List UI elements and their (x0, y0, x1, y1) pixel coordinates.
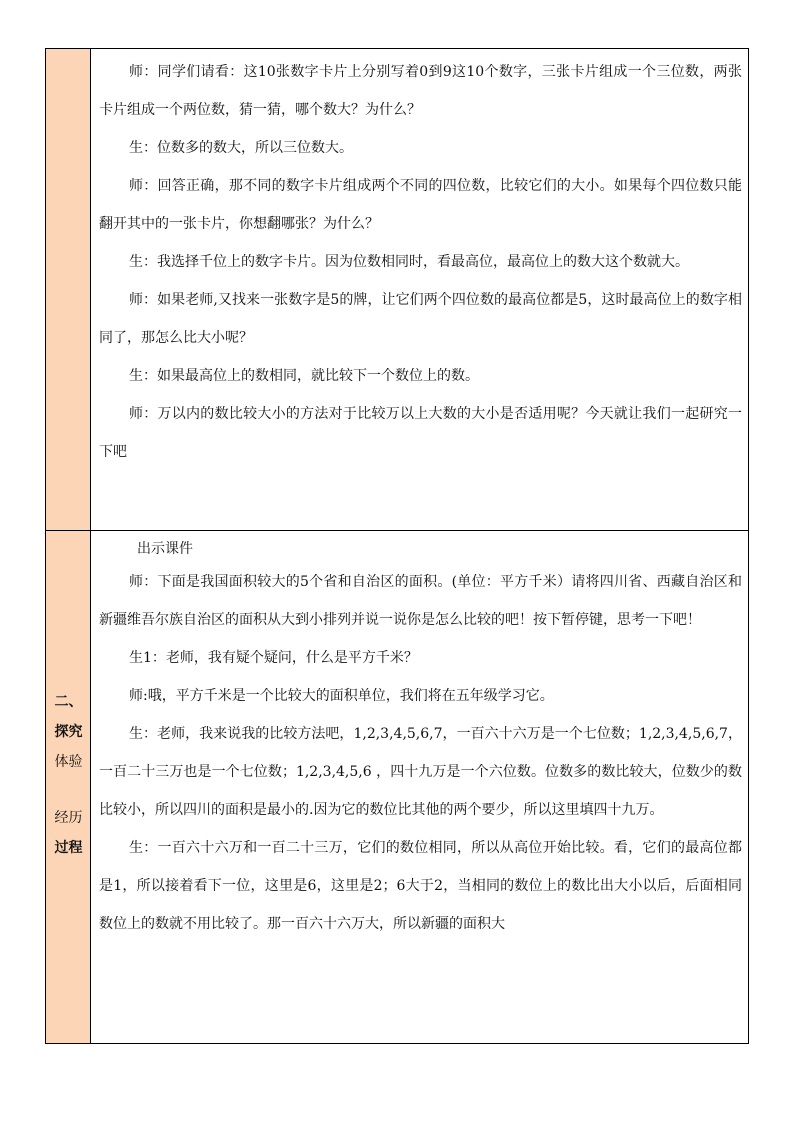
section-label-line: 经历 (54, 810, 83, 826)
dialogue-paragraph: 生：老师，我来说我的比较方法吧，1,2,3,4,5,6,7，一百六十六万是一个七位数；1,2,3,4,5,6,7，一百二十三万也是一个七位数；1,2,3,4,5,6 ，四十九万是一个六位数。位数多的数比较大，位数少的数比较小，所以四川的面积是最小的.因为它的数位比其他的两个要少，所以这里填四十九万。 (99, 726, 742, 818)
section-label-cell (46, 531, 91, 1043)
section-label-line: 体验 (54, 754, 83, 770)
dialogue-paragraph: 师：下面是我国面积较大的5个省和自治区的面积。(单位：平方千米）请将四川省、西藏自治区和新疆维吾尔族自治区的面积从大到小排列并说一说你是怎么比较的吧！按下暂停键，思考一下吧！ (99, 574, 742, 628)
dialogue-paragraph: 生：一百六十六万和一百二十三万，它们的数位相同，所以从高位开始比较。看，它们的最高位都是1，所以接着看下一位，这里是6，这里是2；6大于2，当相同的数位上的数比出大小以后，后面相同数位上的数就不用比较了。那一百六十六万大，所以新疆的面积大 (99, 840, 742, 932)
dialogue-paragraph: 生：位数多的数大，所以三位数大。 (129, 140, 353, 156)
section-label-line: 过程 (54, 840, 83, 856)
table-row-intro (45, 48, 749, 531)
dialogue-paragraph: 生：如果最高位上的数相同，就比较下一个数位上的数。 (129, 368, 479, 384)
label-cell (46, 49, 91, 530)
section-number: 二、 (54, 694, 83, 710)
dialogue-paragraph: 师：回答正确，那不同的数字卡片组成两个不同的四位数，比较它们的大小。如果每个四位数只能翻开其中的一张卡片，你想翻哪张？为什么？ (99, 178, 742, 232)
table-row-explore (45, 531, 749, 1044)
dialogue-paragraph: 师：万以内的数比较大小的方法对于比较万以上大数的大小是否适用呢？今天就让我们一起研究一下吧 (99, 406, 742, 460)
dialogue-paragraph: 师：同学们请看：这10张数字卡片上分别写着0到9这10个数字，三张卡片组成一个三位数，两张卡片组成一个两位数，猜一猜，哪个数大？为什么？ (99, 64, 742, 118)
dialogue-paragraph: 生：我选择千位上的数字卡片。因为位数相同时，看最高位，最高位上的数大这个数就大。 (129, 254, 689, 270)
content-cell (91, 49, 748, 530)
dialogue-paragraph: 师:哦，平方千米是一个比较大的面积单位，我们将在五年级学习它。 (129, 688, 554, 704)
lesson-table (45, 48, 749, 1044)
section-label-line: 探究 (54, 724, 83, 740)
content-cell (91, 531, 748, 1043)
dialogue-paragraph: 生1：老师，我有疑个疑问，什么是平方千米？ (129, 650, 418, 666)
dialogue-paragraph: 师：如果老师,又找来一张数字是5的牌，让它们两个四位数的最高位都是5，这时最高位上的数字相同了，那怎么比大小呢？ (99, 292, 742, 346)
course-note: 出示课件 (137, 541, 193, 557)
